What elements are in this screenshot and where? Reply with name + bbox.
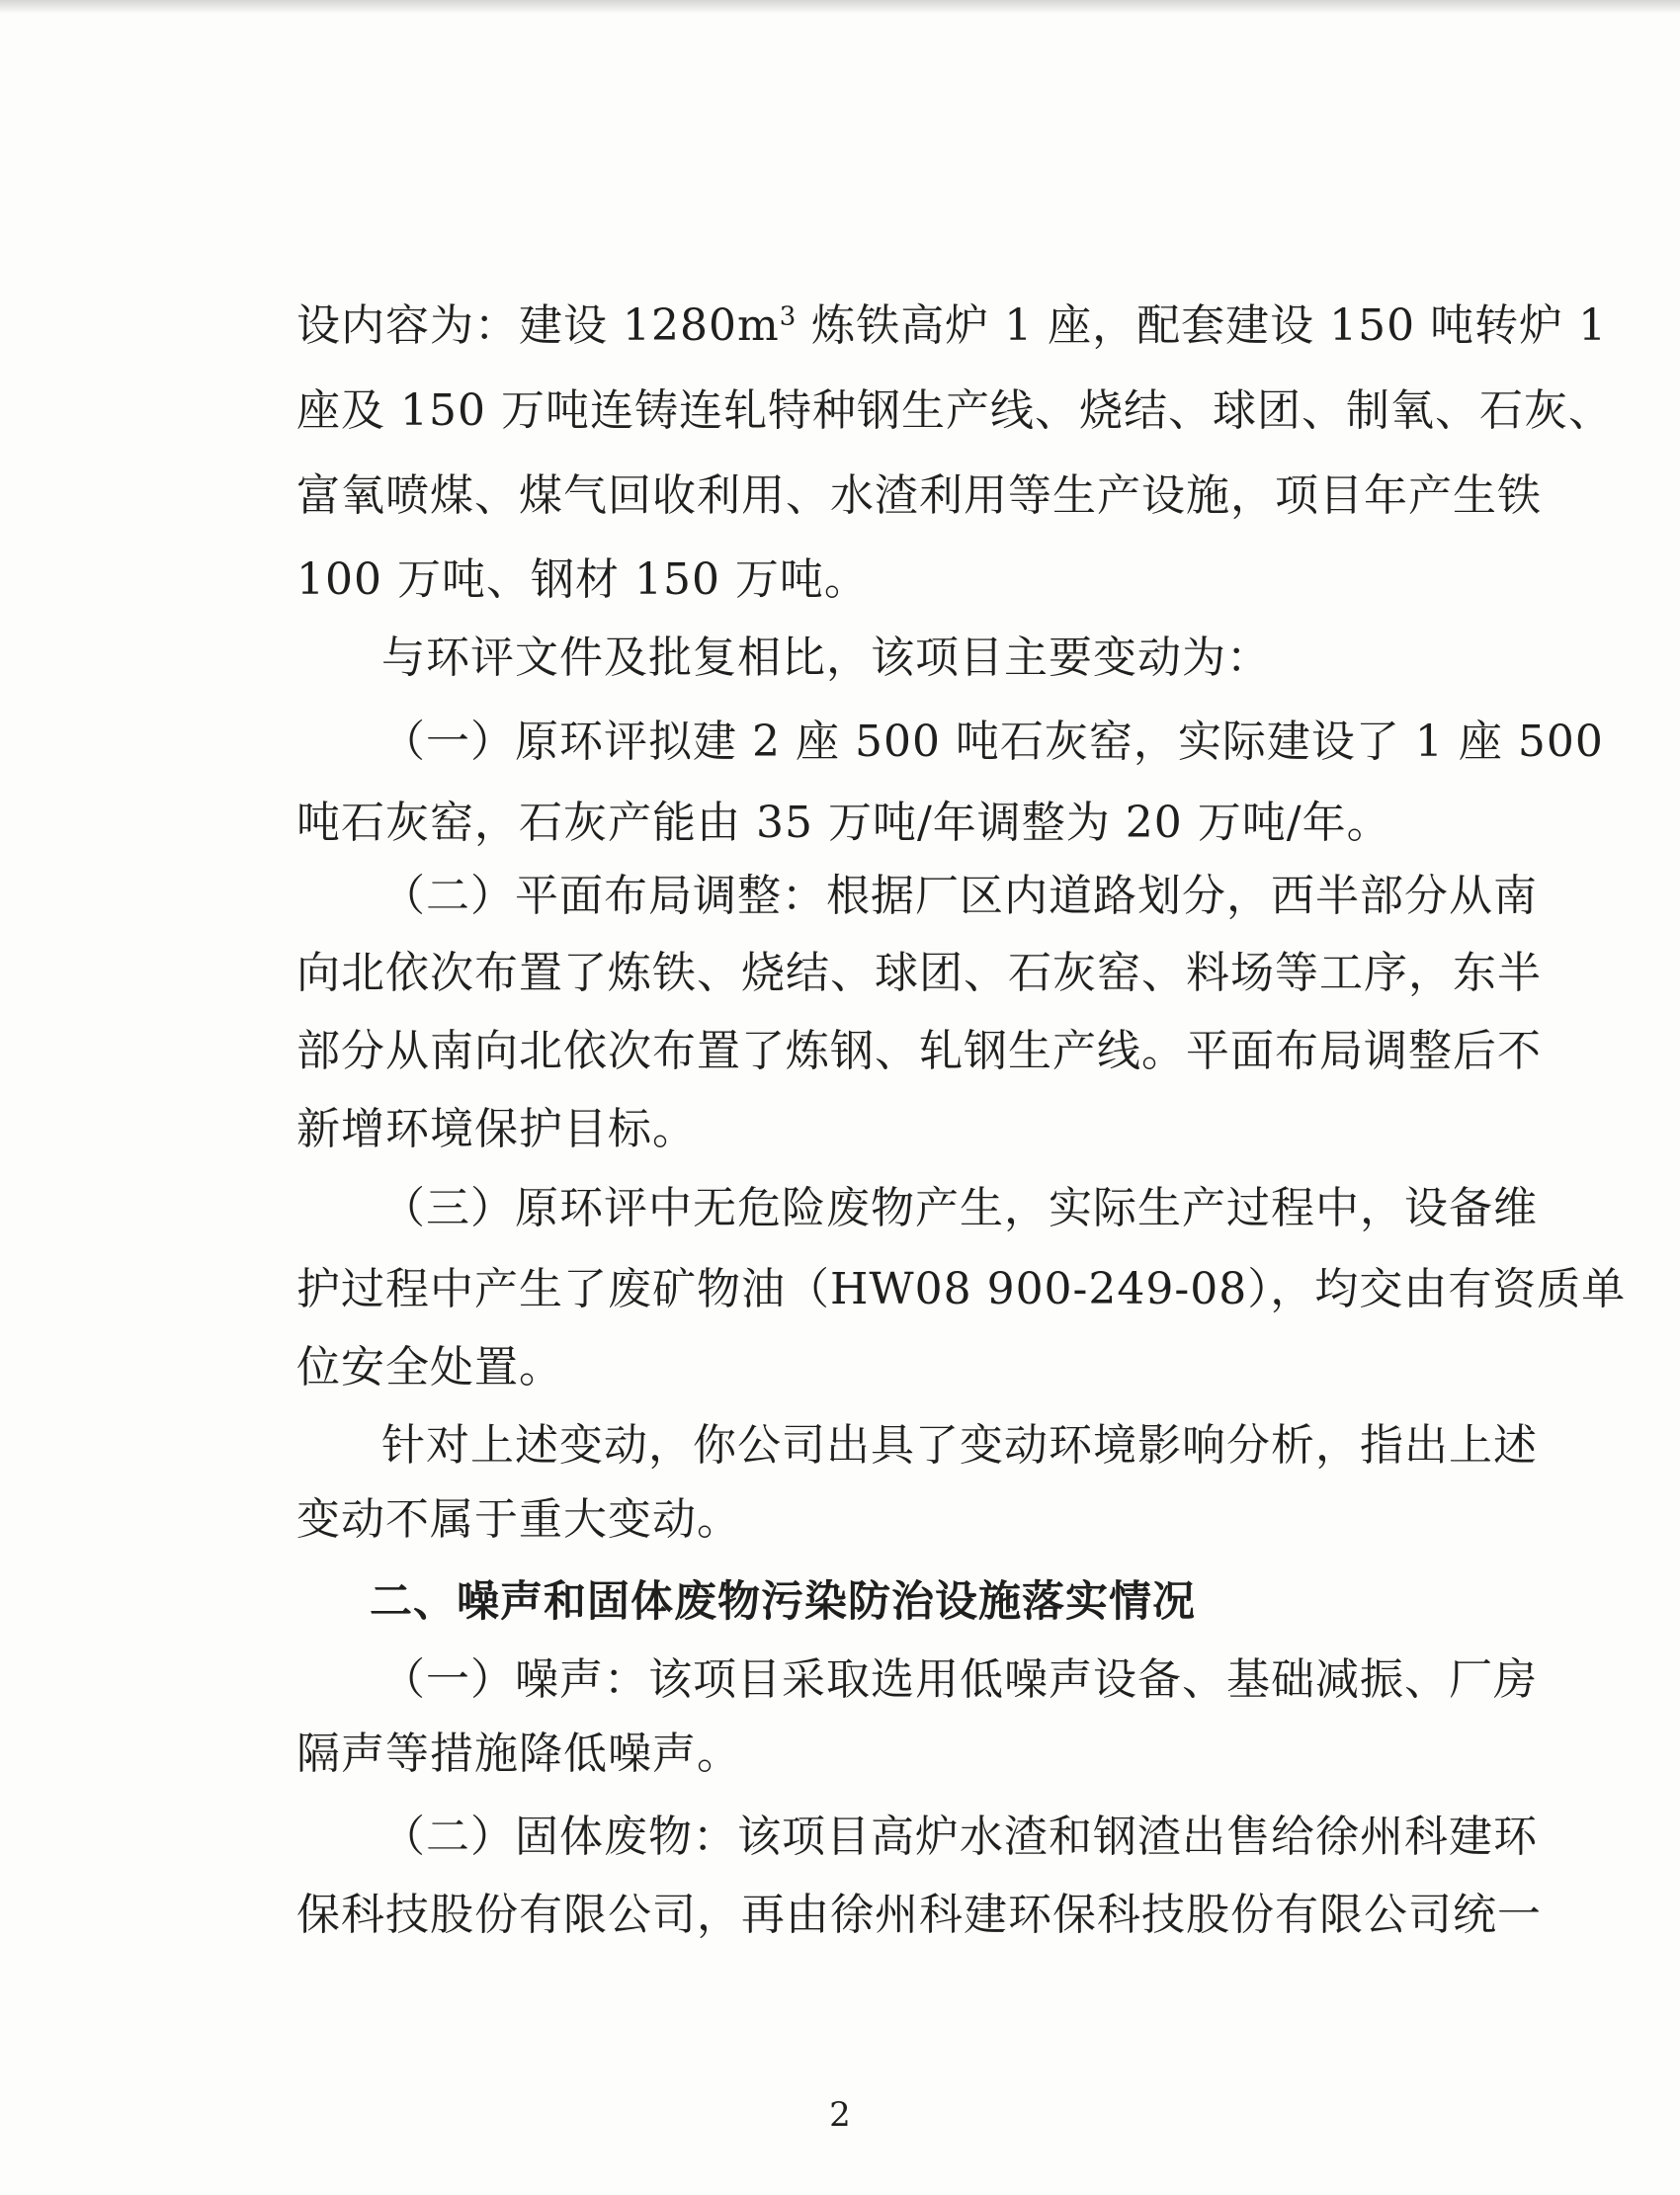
paragraph-line-16: 变动不属于重大变动。 [296, 1494, 741, 1545]
paragraph-line-8: （二）平面布局调整：根据厂区内道路划分，西半部分从南 [381, 871, 1538, 921]
paragraph-line-9: 向北依次布置了炼铁、烧结、球团、石灰窑、料场等工序，东半 [296, 948, 1542, 998]
paragraph-line-18: （一）噪声：该项目采取选用低噪声设备、基础减振、厂房 [381, 1654, 1538, 1705]
paragraph-line-6: （一）原环评拟建 2 座 500 吨石灰窑，实际建设了 1 座 500 [381, 717, 1604, 767]
paragraph-line-1: 设内容为：建设 $1280m^3$ 炼铁高炉 1 座，配套建设 150 吨转炉 1 [296, 300, 1608, 351]
paragraph-line-14: 位安全处置。 [296, 1342, 563, 1393]
paragraph-line-15: 针对上述变动，你公司出具了变动环境影响分析，指出上述 [381, 1420, 1538, 1471]
paragraph-line-11: 新增环境保护目标。 [296, 1104, 697, 1154]
paragraph-line-3: 富氧喷煤、煤气回收利用、水渣利用等生产设施，项目年产生铁 [296, 470, 1542, 521]
paragraph-line-21: 保科技股份有限公司，再由徐州科建环保科技股份有限公司统一 [296, 1890, 1542, 1940]
paragraph-line-19: 隔声等措施降低噪声。 [296, 1729, 741, 1779]
paragraph-line-12: （三）原环评中无危险废物产生，实际生产过程中，设备维 [381, 1183, 1538, 1233]
paragraph-line-5: 与环评文件及批复相比，该项目主要变动为： [381, 633, 1271, 683]
page-number: 2 [829, 2095, 851, 2135]
paragraph-line-20: （二）固体废物：该项目高炉水渣和钢渣出售给徐州科建环 [381, 1812, 1538, 1862]
section-heading: 二、噪声和固体废物污染防治设施落实情况 [370, 1577, 1196, 1627]
paragraph-line-4: 100 万吨、钢材 150 万吨。 [296, 554, 869, 605]
paragraph-line-13: 护过程中产生了废矿物油（HW08 900-249-08），均交由有资质单 [296, 1264, 1627, 1314]
paragraph-line-7: 吨石灰窑，石灰产能由 35 万吨/年调整为 20 万吨/年。 [296, 798, 1391, 848]
paragraph-line-10: 部分从南向北依次布置了炼钢、轧钢生产线。平面布局调整后不 [296, 1026, 1542, 1076]
paragraph-line-2: 座及 150 万吨连铸连轧特种钢生产线、烧结、球团、制氧、石灰、 [296, 385, 1613, 436]
